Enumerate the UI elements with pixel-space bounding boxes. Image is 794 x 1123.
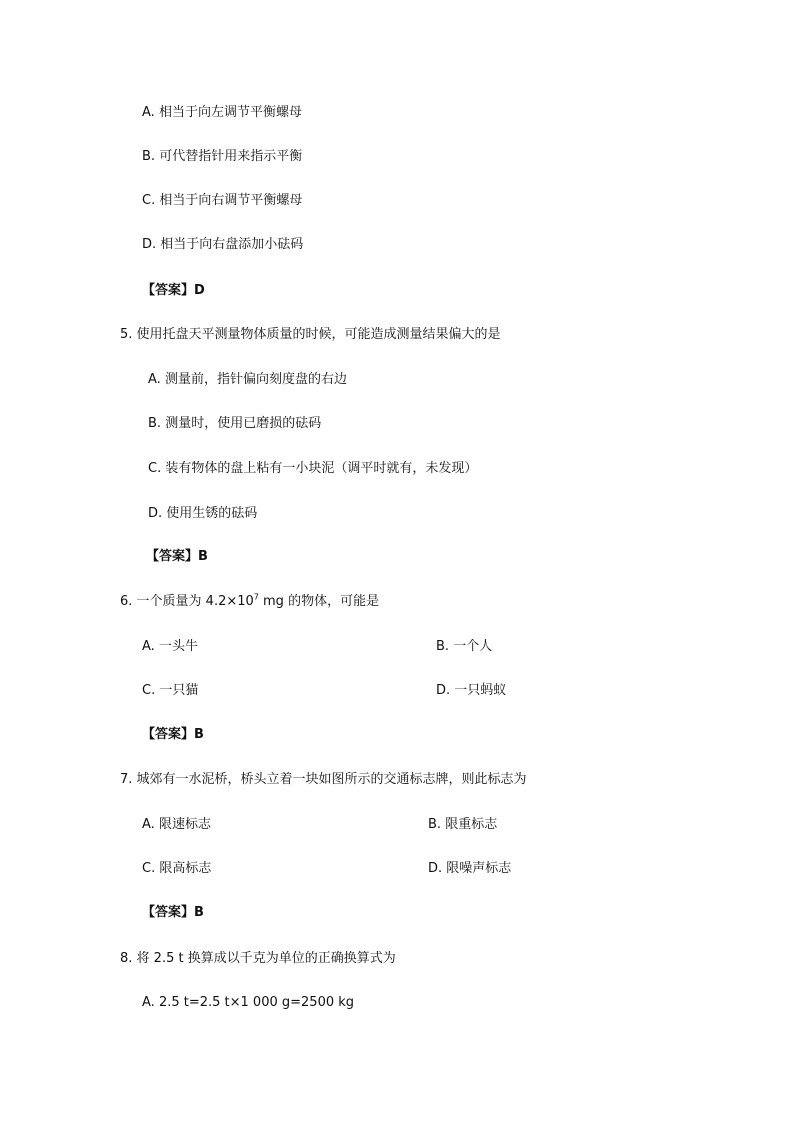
q4-option-c [142,192,302,210]
option-letter: D. [148,506,163,521]
q7-stem [120,771,527,789]
question-text: 城郊有一水泥桥，桥头立着一块如图所示的交通标志牌，则此标志为 [136,772,527,787]
question-number: 7. [120,772,133,787]
q6-answer: 【答案】B [142,727,204,742]
q7-option-c [142,860,211,878]
option-letter: C. [142,683,156,698]
question-number: 5. [120,327,133,342]
option-text: 2.5 t=2.5 t×1 000 g=2500 kg [158,995,355,1010]
option-text: 相当于向右调节平衡螺母 [159,193,303,208]
option-text: 限速标志 [158,817,211,832]
option-letter: B. [142,149,156,164]
option-text: 装有物体的盘上粘有一小块泥（调平时就有，未发现） [165,461,478,476]
option-letter: D. [436,683,451,698]
q8-stem [120,950,396,968]
option-text: 相当于向右盘添加小砝码 [160,237,304,252]
q5-answer: 【答案】B [146,549,208,564]
q4-answer: 【答案】D [142,283,205,298]
exponent: 7 [253,592,259,602]
q6-stem [120,593,379,611]
option-text: 可代替指针用来指示平衡 [159,149,303,164]
stem-part: 一个质量为 4.2×10 [136,594,254,609]
q4-option-a [142,104,302,122]
q5-option-b [148,415,321,433]
option-letter: A. [142,105,155,120]
question-number: 8. [120,951,133,966]
q7-option-a [142,816,211,834]
option-text: 一只猫 [159,683,199,698]
q7-option-d [428,860,511,878]
question-text [137,594,380,609]
option-letter: C. [142,861,156,876]
option-text: 一只蚂蚁 [454,683,507,698]
q6-option-d [436,682,506,700]
option-letter: B. [436,639,450,654]
option-text: 一个人 [453,639,493,654]
option-text: 限高标志 [159,861,212,876]
q7-answer: 【答案】B [142,905,204,920]
q4-option-b [142,148,302,166]
option-text: 使用生锈的砝码 [166,506,258,521]
question-text: 将 2.5 t 换算成以千克为单位的正确换算式为 [136,951,396,966]
option-letter: A. [142,995,155,1010]
option-text: 相当于向左调节平衡螺母 [158,105,302,120]
option-text: 限噪声标志 [446,861,512,876]
option-text: 测量前，指针偏向刻度盘的右边 [164,372,347,387]
option-letter: A. [148,372,161,387]
option-text: 一头牛 [158,639,198,654]
option-letter: B. [428,817,442,832]
q4-option-d [142,236,303,254]
question-number: 6. [120,594,133,609]
q6-option-b [436,638,492,656]
question-text: 使用托盘天平测量物体质量的时候，可能造成测量结果偏大的是 [136,327,501,342]
q5-option-a [148,371,347,389]
stem-part: mg 的物体，可能是 [258,594,380,609]
q5-stem [120,326,501,344]
q6-option-c [142,682,198,700]
q8-option-a [142,994,354,1012]
q5-option-d [148,505,257,523]
option-text: 限重标志 [445,817,498,832]
option-letter: A. [142,639,155,654]
q7-option-b [428,816,497,834]
option-text: 测量时，使用已磨损的砝码 [165,416,322,431]
q5-option-c [148,460,477,478]
option-letter: D. [142,237,157,252]
option-letter: A. [142,817,155,832]
option-letter: C. [148,461,162,476]
option-letter: C. [142,193,156,208]
option-letter: B. [148,416,162,431]
option-letter: D. [428,861,443,876]
q6-option-a [142,638,198,656]
